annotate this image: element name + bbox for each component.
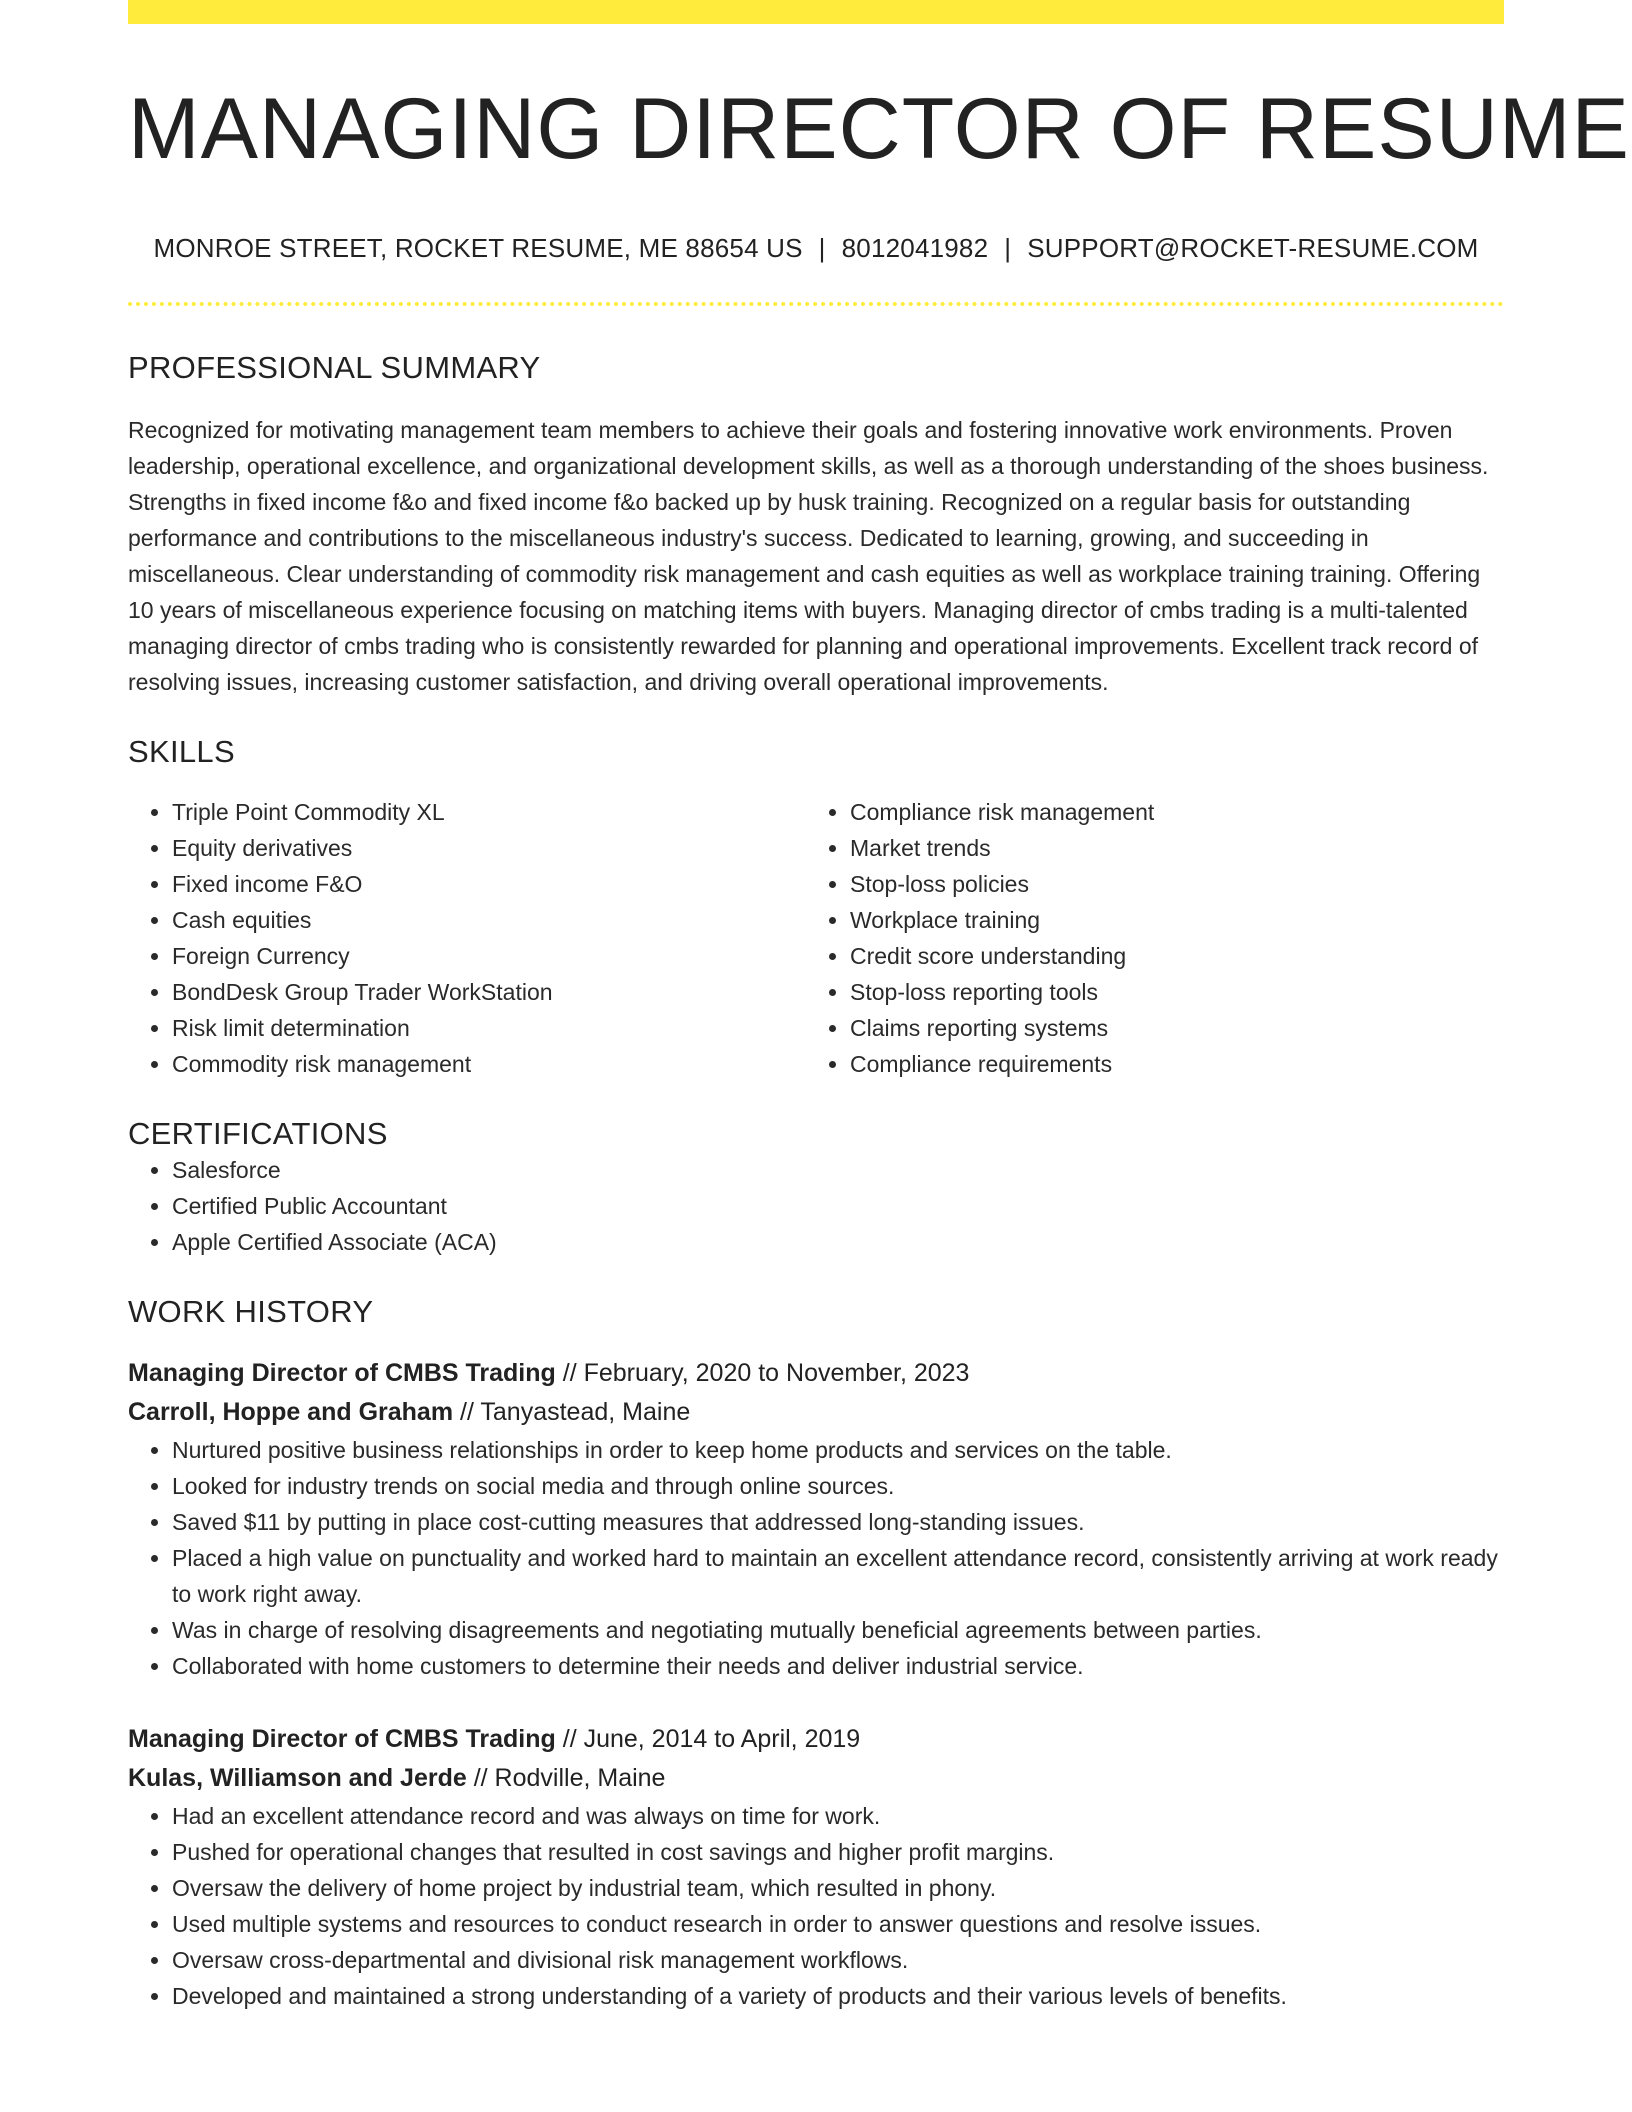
job-title-line (128, 1354, 1504, 1393)
skill-item: • Commodity risk management (172, 1046, 806, 1082)
skill-item: • Stop-loss policies (850, 866, 1484, 902)
job-title-line (128, 1720, 1504, 1759)
certifications-heading: CERTIFICATIONS (128, 1115, 388, 1151)
job-dates: // June, 2014 to April, 2019 (555, 1724, 861, 1753)
candidate-name: MANAGING DIRECTOR OF RESUME (128, 81, 1630, 177)
skills-right-column (806, 794, 1484, 1082)
job-bullets (128, 1798, 1504, 2014)
job-role: Managing Director of CMBS Trading (128, 1358, 556, 1387)
skill-item: • Cash equities (172, 902, 806, 938)
skill-item: • Foreign Currency (172, 938, 806, 974)
job-bullet: • Collaborated with home customers to determine their needs and deliver industrial service. (172, 1648, 1504, 1684)
contact-separator: | (1004, 232, 1012, 263)
skill-item: • Compliance requirements (850, 1046, 1484, 1082)
skill-item: • Claims reporting systems (850, 1010, 1484, 1046)
work-history-heading: WORK HISTORY (128, 1293, 374, 1329)
certifications-list (128, 1152, 1504, 1260)
job-location: // Rodville, Maine (466, 1763, 666, 1792)
dotted-divider (128, 302, 1504, 306)
summary-heading: PROFESSIONAL SUMMARY (128, 349, 541, 385)
skill-item: • Stop-loss reporting tools (850, 974, 1484, 1010)
job-role: Managing Director of CMBS Trading (128, 1724, 556, 1753)
job-bullet: • Saved $11 by putting in place cost-cutting measures that addressed long-standing issues. (172, 1504, 1504, 1540)
certifications-section (128, 1116, 1504, 1260)
work-history-section (128, 1294, 1504, 2014)
certification-item: • Apple Certified Associate (ACA) (172, 1224, 1504, 1260)
skill-item: • Workplace training (850, 902, 1484, 938)
job-bullet: • Placed a high value on punctuality and worked hard to maintain an excellent attendance record, consistently arriving at work ready to work right away. (172, 1540, 1504, 1612)
skill-item: • Triple Point Commodity XL (172, 794, 806, 830)
contact-separator: | (818, 232, 826, 263)
job-bullet: • Used multiple systems and resources to conduct research in order to answer questions and resolve issues. (172, 1906, 1504, 1942)
job-bullet: • Oversaw cross-departmental and divisional risk management workflows. (172, 1942, 1504, 1978)
skill-item: • Risk limit determination (172, 1010, 806, 1046)
contact-address: MONROE STREET, ROCKET RESUME, ME 88654 US (153, 232, 803, 263)
job-bullet: • Looked for industry trends on social media and through online sources. (172, 1468, 1504, 1504)
job-bullets (128, 1432, 1504, 1684)
job-dates: // February, 2020 to November, 2023 (555, 1358, 970, 1387)
job-company: Carroll, Hoppe and Graham (128, 1397, 454, 1426)
job-company-line (128, 1393, 1504, 1432)
job-location: // Tanyastead, Maine (453, 1397, 691, 1426)
job-entry (128, 1354, 1504, 1684)
certification-item: • Certified Public Accountant (172, 1188, 1504, 1224)
job-bullet: • Nurtured positive business relationships in order to keep home products and services on the table. (172, 1432, 1504, 1468)
skill-item: • Credit score understanding (850, 938, 1484, 974)
resume-page (128, 0, 1630, 2014)
skill-item: • BondDesk Group Trader WorkStation (172, 974, 806, 1010)
job-bullet: • Pushed for operational changes that resulted in cost savings and higher profit margins. (172, 1834, 1504, 1870)
summary-section (128, 350, 1504, 700)
contact-line (128, 233, 1504, 264)
skill-item: • Compliance risk management (850, 794, 1484, 830)
skill-item: • Market trends (850, 830, 1484, 866)
job-entry (128, 1720, 1504, 2014)
skills-left-column (128, 794, 806, 1082)
skills-grid (128, 794, 1504, 1082)
job-bullet: • Had an excellent attendance record and was always on time for work. (172, 1798, 1504, 1834)
summary-text: Recognized for motivating management team members to achieve their goals and fostering innovative work environments. Proven leadership, operational excellence, and organizational development skills, as well as a thorough understanding of the shoes business. Strengths in fixed income f&o and fixed income f&o backed up by husk training. Recognized on a regular basis for outstanding performance and contributions to the miscellaneous industry's success. Dedicated to learning, growing, and succeeding in miscellaneous. Clear understanding of commodity risk management and cash equities as well as workplace training training. Offering 10 years of miscellaneous experience focusing on matching items with buyers. Managing director of cmbs trading is a multi-talented managing director of cmbs trading who is consistently rewarded for planning and operational improvements. Excellent track record of resolving issues, increasing customer satisfaction, and driving overall operational improvements. (128, 416, 1489, 695)
skills-heading: SKILLS (128, 733, 235, 769)
job-bullet: • Oversaw the delivery of home project by industrial team, which resulted in phony. (172, 1870, 1504, 1906)
job-company-line (128, 1759, 1504, 1798)
contact-phone: 8012041982 (841, 232, 989, 263)
accent-top-bar (128, 0, 1504, 24)
contact-email: SUPPORT@ROCKET-RESUME.COM (1027, 232, 1479, 263)
certification-item: • Salesforce (172, 1152, 1504, 1188)
job-company: Kulas, Williamson and Jerde (128, 1763, 467, 1792)
job-bullet: • Was in charge of resolving disagreements and negotiating mutually beneficial agreements between parties. (172, 1612, 1504, 1648)
skills-section (128, 734, 1504, 1082)
job-bullet: • Developed and maintained a strong understanding of a variety of products and their various levels of benefits. (172, 1978, 1504, 2014)
skill-item: • Equity derivatives (172, 830, 806, 866)
skill-item: • Fixed income F&O (172, 866, 806, 902)
